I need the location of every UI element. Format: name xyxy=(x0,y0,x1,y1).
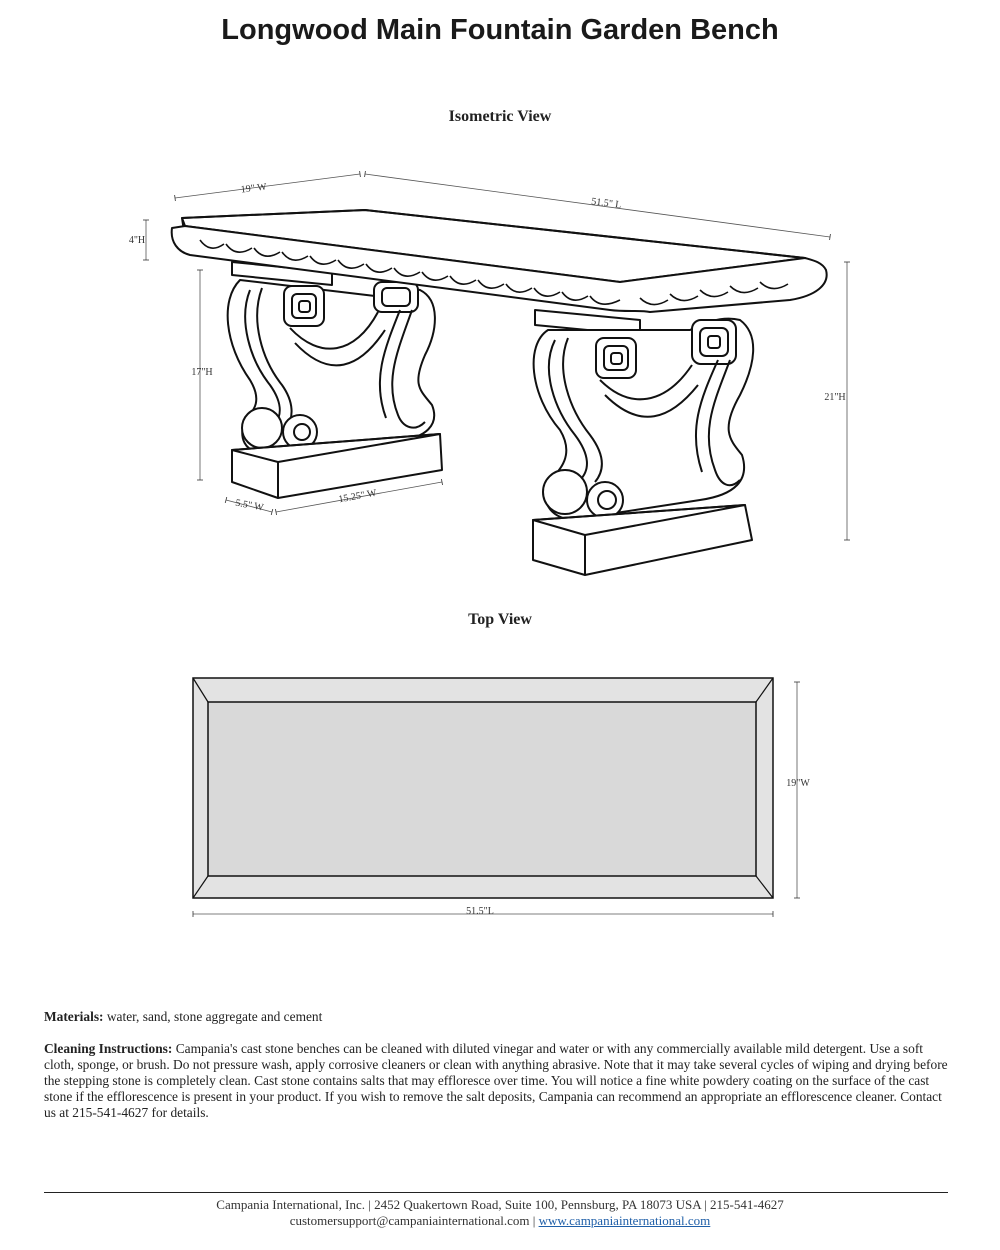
materials-paragraph xyxy=(44,1009,954,1025)
cleaning-label: Cleaning Instructions: xyxy=(44,1041,173,1056)
footer-contact xyxy=(0,1213,1000,1229)
materials-label: Materials: xyxy=(44,1009,104,1024)
cleaning-text: Campania's cast stone benches can be cleaned with diluted vinegar and water or with any commercially available mild detergent. Use a soft cloth, sponge, or brush. Do not pressure wash, apply corrosive cleaners or clean with anything abrasive. Note that it may take several cycles of wiping and drying before the stepping stone is completely clean. Cast stone contains salts that may effloresce over time. You will notice a fine white powdery coating on the surface of the cast stone if the efflorescence is present in your product. If you wish to remove the salt deposits, Campania can recommend an appropriate an efflorescence cleaner. Contact us at 215-541-4627 for details. xyxy=(44,1041,948,1120)
top-view-heading: Top View xyxy=(468,611,532,628)
dim-width: 19" W xyxy=(240,181,268,196)
top-view-length-label: 51.5"L xyxy=(466,906,494,917)
footer-address: Campania International, Inc. | 2452 Quakertown Road, Suite 100, Pennsburg, PA 18073 USA | 215-541-4627 xyxy=(216,1197,784,1212)
dim-leg-height: 17"H xyxy=(191,367,213,378)
dim-base-width: 5.5" W xyxy=(234,497,265,514)
cleaning-paragraph xyxy=(44,1041,954,1121)
top-view-illustration xyxy=(193,678,773,898)
footer-email: customersupport@campaniainternational.com xyxy=(289,1213,530,1228)
dim-total-height: 21"H xyxy=(824,392,846,403)
dim-length: 51.5" L xyxy=(590,196,622,211)
footer-website-link[interactable]: www.campaniainternational.com xyxy=(538,1213,711,1228)
dim-top-height: 4"H xyxy=(128,235,146,246)
page-title: Longwood Main Fountain Garden Bench xyxy=(221,14,779,46)
materials-text: water, sand, stone aggregate and cement xyxy=(106,1009,323,1024)
top-view-width-label: 19"W xyxy=(786,778,810,789)
footer-separator: | xyxy=(529,1213,539,1228)
footer-divider xyxy=(44,1192,948,1193)
left-leg xyxy=(228,262,442,498)
isometric-bench-illustration xyxy=(172,210,827,575)
isometric-view-heading: Isometric View xyxy=(448,108,552,125)
dim-base-length: 15.25" W xyxy=(337,487,378,506)
right-leg xyxy=(533,310,753,575)
